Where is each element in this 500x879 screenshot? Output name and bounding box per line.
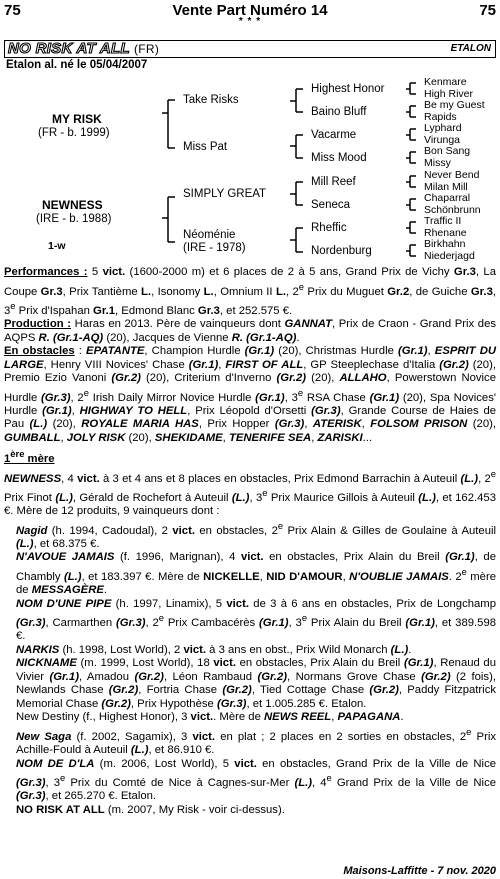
produce-navoue-jamais: N'AVOUE JAMAIS (f. 1996, Marignan), 4 vict. en obstacles, Prix Alain du Breil (Gr.1), de Chambly (L.), et 183.397 €. Mère de NICKELLE, NID D'AMOUR, N'OUBLIE JAMAIS. 2e mère de MESSAGÈRE. [16, 551, 497, 597]
g3-3: Vacarme [311, 129, 357, 141]
g3-6: Seneca [311, 199, 351, 211]
horse-title-box [4, 40, 496, 58]
produce-nom-dune-pipe: NOM D'UNE PIPE (h. 1997, Linamix), 5 vict. de 3 à 6 ans en obstacles, Prix de Longchamp (Gr.3), Carmarthen (Gr.3), 2e Prix Cambacérès (Gr.1), 3e Prix Alain du Breil (Gr.1), et 389.598 €. [16, 597, 497, 643]
g2-miss-pat: Miss Pat [183, 141, 228, 153]
g2-neomenie-info: (IRE - 1978) [183, 242, 246, 254]
g3-4: Miss Mood [311, 152, 367, 164]
obstacles: En obstacles : EPATANTE, Champion Hurdle (Gr.1) (20), Christmas Hurdle (Gr.1), ESPRIT DU LARGE, Henry VIII Novices' Chase (Gr.1), FIRST OF ALL, GP Steeplechase d'Italia (Gr.2) (20), Premio Ezio Vanoni (Gr.2) (20), Criterium d'Inverno (Gr.2) (20), ALLAHO, Powerstown Novice Hurdle (Gr.3), 2e Irish Daily Mirror Novice Hurdle (Gr.1), 3e RSA Chase (Gr.1) (20), Spa Novices' Hurdle (Gr.1), HIGHWAY TO HELL, Prix Léopold d'Orsetti (Gr.3), Grande Course de Haies de Pau (L.) (20), ROYALE MARIA HAS, Prix Hopper (Gr.3), ATERISK, FOLSOM PRISON (20), GUMBALL, JOLY RISK (20), SHEKIDAME, TENERIFE SEA, ZARISKI... [4, 345, 497, 444]
g4-2: High River [424, 88, 474, 100]
g4-12: Schönbrunn [424, 204, 481, 216]
g4-3: Be my Guest [424, 99, 485, 111]
g4-14: Rhenane [424, 227, 467, 239]
page-footer: Maisons-Laffitte - 7 nov. 2020 [343, 865, 496, 877]
g2-simply-great: SIMPLY GREAT [183, 188, 267, 200]
g4-10: Milan Mill [424, 181, 468, 193]
g4-9: Never Bend [424, 169, 480, 181]
family: 1-w [48, 240, 66, 252]
g3-2: Baino Bluff [311, 106, 367, 118]
sex-label: ETALON [450, 43, 491, 54]
produce-new-saga: New Saga (f. 2002, Sagamix), 3 vict. en plat ; 2 places en 2 sorties en obstacles, 2e Prix Achille-Fould à Auteuil (L.), et 86.910 €. [16, 725, 496, 757]
produce-nickname: NICKNAME (m. 1999, Lost World), 18 vict. en obstacles, Prix Alain du Breil (Gr.1), Renaud du Vivier (Gr.1), Amadou (Gr.2), Léon Rambaud (Gr.2), Normans Grove Chase (Gr.2) (2 fois), Newlands Chase (Gr.2), Fortria Chase (Gr.2), Tied Cottage Chase (Gr.2), Paddy Fitzpatrick Memorial Chase (Gr.2), Prix Hypothèse (Gr.3), et 1.005.285 €. Etalon. [16, 657, 496, 710]
catalogue-text [4, 266, 496, 817]
horse-name: NO RISK AT ALL (FR) [8, 40, 160, 57]
lot-number-left: 75 [4, 2, 21, 19]
g3-7: Rheffic [311, 222, 347, 234]
g3-5: Mill Reef [311, 176, 356, 188]
g2-neomenie: Néoménie [183, 229, 236, 241]
g4-13: Traffic II [424, 215, 462, 227]
horse-subtitle: Etalon al. né le 05/04/2007 [6, 59, 148, 71]
produce-new-destiny: New Destiny (f., Highest Honor), 3 vict.. Mère de NEWS REEL, PAPAGANA. [16, 711, 404, 724]
sire-name: MY RISK [52, 112, 102, 126]
pedigree-table [0, 70, 500, 270]
dam-info: (IRE - b. 1988) [36, 213, 112, 225]
dam-name: NEWNESS [42, 198, 103, 212]
performances: Performances : 5 vict. (1600-2000 m) et 6 places de 2 à 5 ans, Grand Prix de Vichy Gr.3, La Coupe Gr.3, Prix Tantième L., Isonomy L., Omnium II L., 2e Prix du Muguet Gr.2, de Guiche Gr.3, 3e Prix d'Ispahan Gr.1, Edmond Blanc Gr.3, et 252.575 €. [4, 266, 496, 317]
g4-11: Chaparral [424, 192, 471, 204]
produce-no-risk-at-all: NO RISK AT ALL (m. 2007, My Risk - voir ci-dessus). [16, 803, 285, 816]
g3-1: Highest Honor [311, 83, 385, 95]
produce-narkis: NARKIS (h. 1998, Lost World), 2 vict. à 3 ans en obst., Prix Wild Monarch (L.). [16, 643, 412, 656]
produce-nagid: Nagid (h. 1994, Cadoudal), 2 vict. en obstacles, 2e Prix Alain & Gilles de Goulaine à Auteuil (L.), et 68.375 €. [16, 519, 496, 550]
g4-5: Lyphard [424, 122, 462, 134]
g4-4: Rapids [424, 111, 457, 123]
dam-newness: NEWNESS, 4 vict. à 3 et 4 ans et 8 places en obstacles, Prix Edmond Barrachin à Auteuil (L.), 2e Prix Finot (L.), Gérald de Rochefort à Auteuil (L.), 3e Prix Maurice Gillois à Auteuil (L.), et 162.453 €. Mère de 12 produits, 9 vainqueurs dont : [4, 467, 497, 518]
g3-8: Nordenburg [311, 245, 372, 257]
production: Production : Haras en 2013. Père de vainqueurs dont GANNAT, Prix de Craon - Grand Prix des AQPS R. (Gr.1-AQ) (20), Jacques de Vienne R. (Gr.1-AQ). [4, 318, 497, 344]
g4-1: Kenmare [424, 76, 467, 88]
g4-16: Niederjagd [424, 250, 475, 262]
lot-number-right: 75 [479, 2, 496, 19]
g4-7: Bon Sang [424, 145, 471, 157]
produce-nom-de-dla: NOM DE D'LA (m. 2006, Lost World), 5 vict. en obstacles, Grand Prix de la Ville de Nice (Gr.3), 3e Prix du Comté de Nice à Cagnes-sur-Mer (L.), 4e Grand Prix de la Ville de Nice (Gr.3), et 265.270 €. Etalon. [16, 757, 497, 803]
first-dam-heading: 1ère mère [4, 448, 55, 466]
g4-6: Virunga [424, 134, 461, 146]
g2-take-risks: Take Risks [183, 94, 239, 106]
horse-origin: (FR) [133, 42, 160, 56]
g4-15: Birkhahn [424, 238, 466, 250]
header-stars: * * * [238, 16, 262, 27]
sire-info: (FR - b. 1999) [38, 127, 110, 139]
g4-8: Missy [424, 157, 451, 169]
sale-title: Vente Part Numéro 14 [172, 2, 328, 19]
